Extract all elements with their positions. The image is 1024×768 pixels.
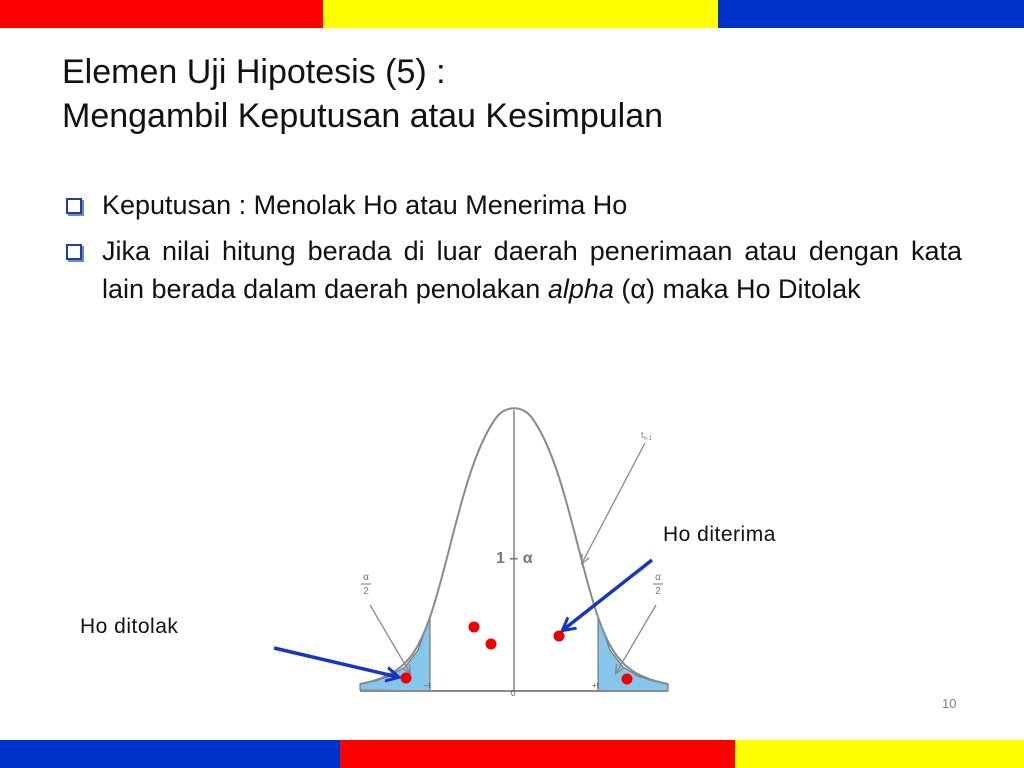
title-line-2: Mengambil Keputusan atau Kesimpulan bbox=[62, 97, 664, 135]
right-alpha-denominator: 2 bbox=[655, 586, 661, 597]
accept-label: Ho diterima bbox=[663, 523, 776, 546]
reject-arrow bbox=[274, 648, 398, 677]
data-point-dot bbox=[554, 631, 565, 642]
left-alpha-pointer-arrow bbox=[370, 605, 410, 673]
bullet-text-italic: alpha bbox=[547, 274, 614, 304]
bullet-text: Keputusan : Menolak Ho atau Menerima Ho bbox=[102, 190, 628, 220]
data-point-dot bbox=[622, 674, 633, 685]
t-pointer-arrow bbox=[582, 443, 645, 563]
tick-label-center: 0 bbox=[511, 689, 516, 698]
tick-label-left: –t bbox=[424, 681, 431, 690]
bullet-text-main: Jika nilai hitung berada di luar daerah penerimaan atau dengan kata lain berada dalam daerah penolakan bbox=[102, 236, 962, 304]
right-alpha-pointer-arrow bbox=[616, 605, 656, 673]
bullet-text-tail: (α) maka Ho Ditolak bbox=[613, 274, 861, 304]
t-label: $t_{n-1}$ bbox=[641, 430, 653, 442]
left-alpha-numerator: α bbox=[363, 572, 369, 583]
accept-arrow bbox=[563, 560, 652, 630]
tick-label-right: +t bbox=[592, 681, 599, 690]
page-number: 10 bbox=[942, 696, 957, 711]
title-line-1: Elemen Uji Hipotesis (5) : bbox=[62, 53, 446, 91]
left-rejection-region bbox=[360, 617, 430, 691]
right-rejection-region bbox=[598, 617, 668, 691]
left-alpha-denominator: 2 bbox=[363, 586, 369, 597]
data-point-dot bbox=[401, 673, 412, 684]
reject-label: Ho ditolak bbox=[80, 615, 179, 638]
data-point-dot bbox=[486, 639, 497, 650]
center-alpha-label: 1 – α bbox=[496, 550, 533, 567]
data-point-dot bbox=[469, 622, 480, 633]
right-alpha-numerator: α bbox=[655, 572, 661, 583]
